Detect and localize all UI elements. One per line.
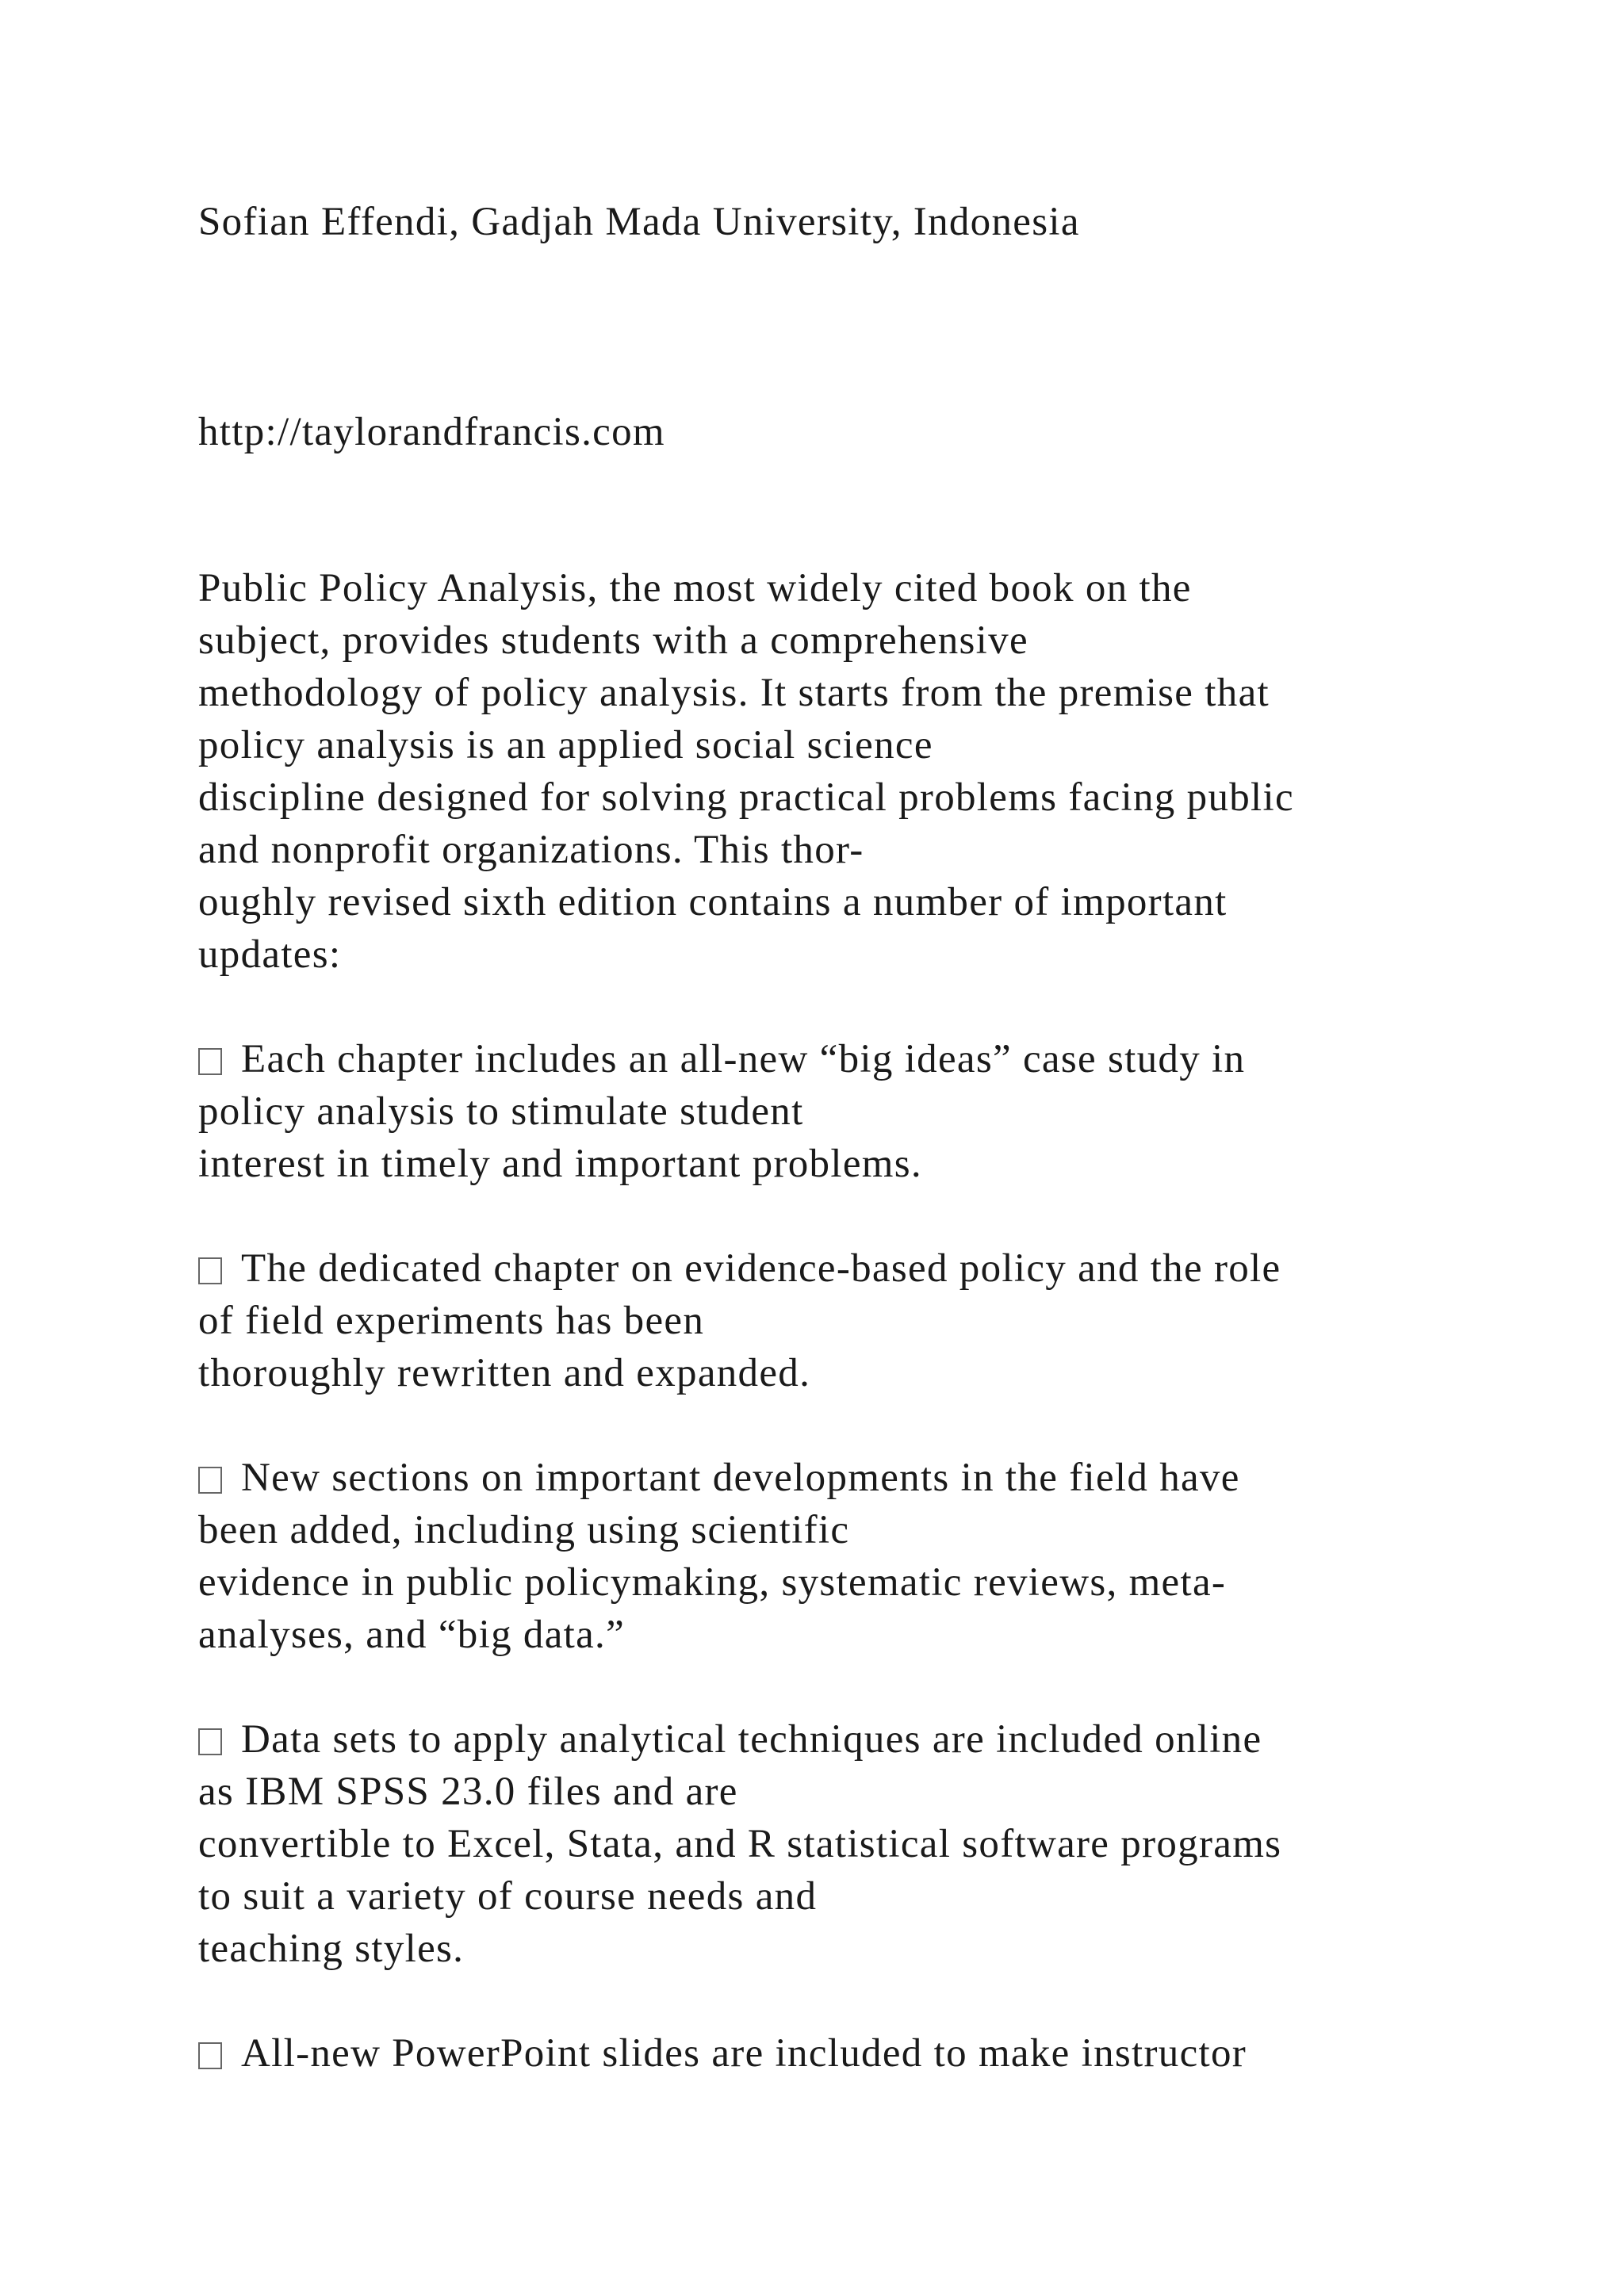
bullet-text: All-new PowerPoint slides are included to make instructor — [241, 2031, 1247, 2076]
bullet-line — [198, 1242, 1281, 1295]
bullet-text: New sections on important developments in the field have — [241, 1456, 1240, 1500]
box-glyph-icon — [198, 1467, 222, 1494]
bullet-text: Data sets to apply analytical techniques are included online — [241, 1717, 1262, 1762]
author-line: Sofian Effendi, Gadjah Mada University, Indonesia — [198, 200, 1080, 244]
bullet-line: been added, including using scientific — [198, 1508, 850, 1552]
bullet-line: thoroughly rewritten and expanded. — [198, 1351, 811, 1395]
intro-line: oughly revised sixth edition contains a number of important — [198, 880, 1228, 924]
intro-line: subject, provides students with a comprehensive — [198, 618, 1028, 663]
bullet-line: policy analysis to stimulate student — [198, 1089, 804, 1134]
bullet-text: Each chapter includes an all-new “big ideas” case study in — [241, 1037, 1246, 1081]
bullet-line: as IBM SPSS 23.0 files and are — [198, 1770, 738, 1814]
intro-line: methodology of policy analysis. It starts from the premise that — [198, 671, 1270, 715]
intro-line: updates: — [198, 932, 342, 977]
box-glyph-icon — [198, 1257, 222, 1284]
bullet-line: of field experiments has been — [198, 1299, 705, 1343]
bullet-line: analyses, and “big data.” — [198, 1613, 626, 1657]
box-glyph-icon — [198, 1728, 222, 1755]
bullet-line — [198, 1713, 1262, 1766]
bullet-line: convertible to Excel, Stata, and R statistical software programs — [198, 1822, 1282, 1866]
intro-line: discipline designed for solving practical problems facing public — [198, 775, 1294, 820]
bullet-line: teaching styles. — [198, 1927, 465, 1971]
bullet-text: The dedicated chapter on evidence-based policy and the role — [241, 1246, 1281, 1291]
intro-line: policy analysis is an applied social science — [198, 723, 933, 767]
bullet-line — [198, 1452, 1240, 1504]
bullet-line: to suit a variety of course needs and — [198, 1874, 818, 1919]
bullet-line — [198, 2027, 1247, 2080]
intro-line: Public Policy Analysis, the most widely cited book on the — [198, 566, 1192, 610]
box-glyph-icon — [198, 2042, 222, 2069]
box-glyph-icon — [198, 1048, 222, 1075]
bullet-line — [198, 1033, 1245, 1085]
bullet-line: interest in timely and important problems. — [198, 1142, 922, 1186]
bullet-line: evidence in public policymaking, systematic reviews, meta- — [198, 1560, 1227, 1605]
intro-line: and nonprofit organizations. This thor- — [198, 828, 864, 872]
publisher-link[interactable]: http://taylorandfrancis.com — [198, 410, 665, 454]
